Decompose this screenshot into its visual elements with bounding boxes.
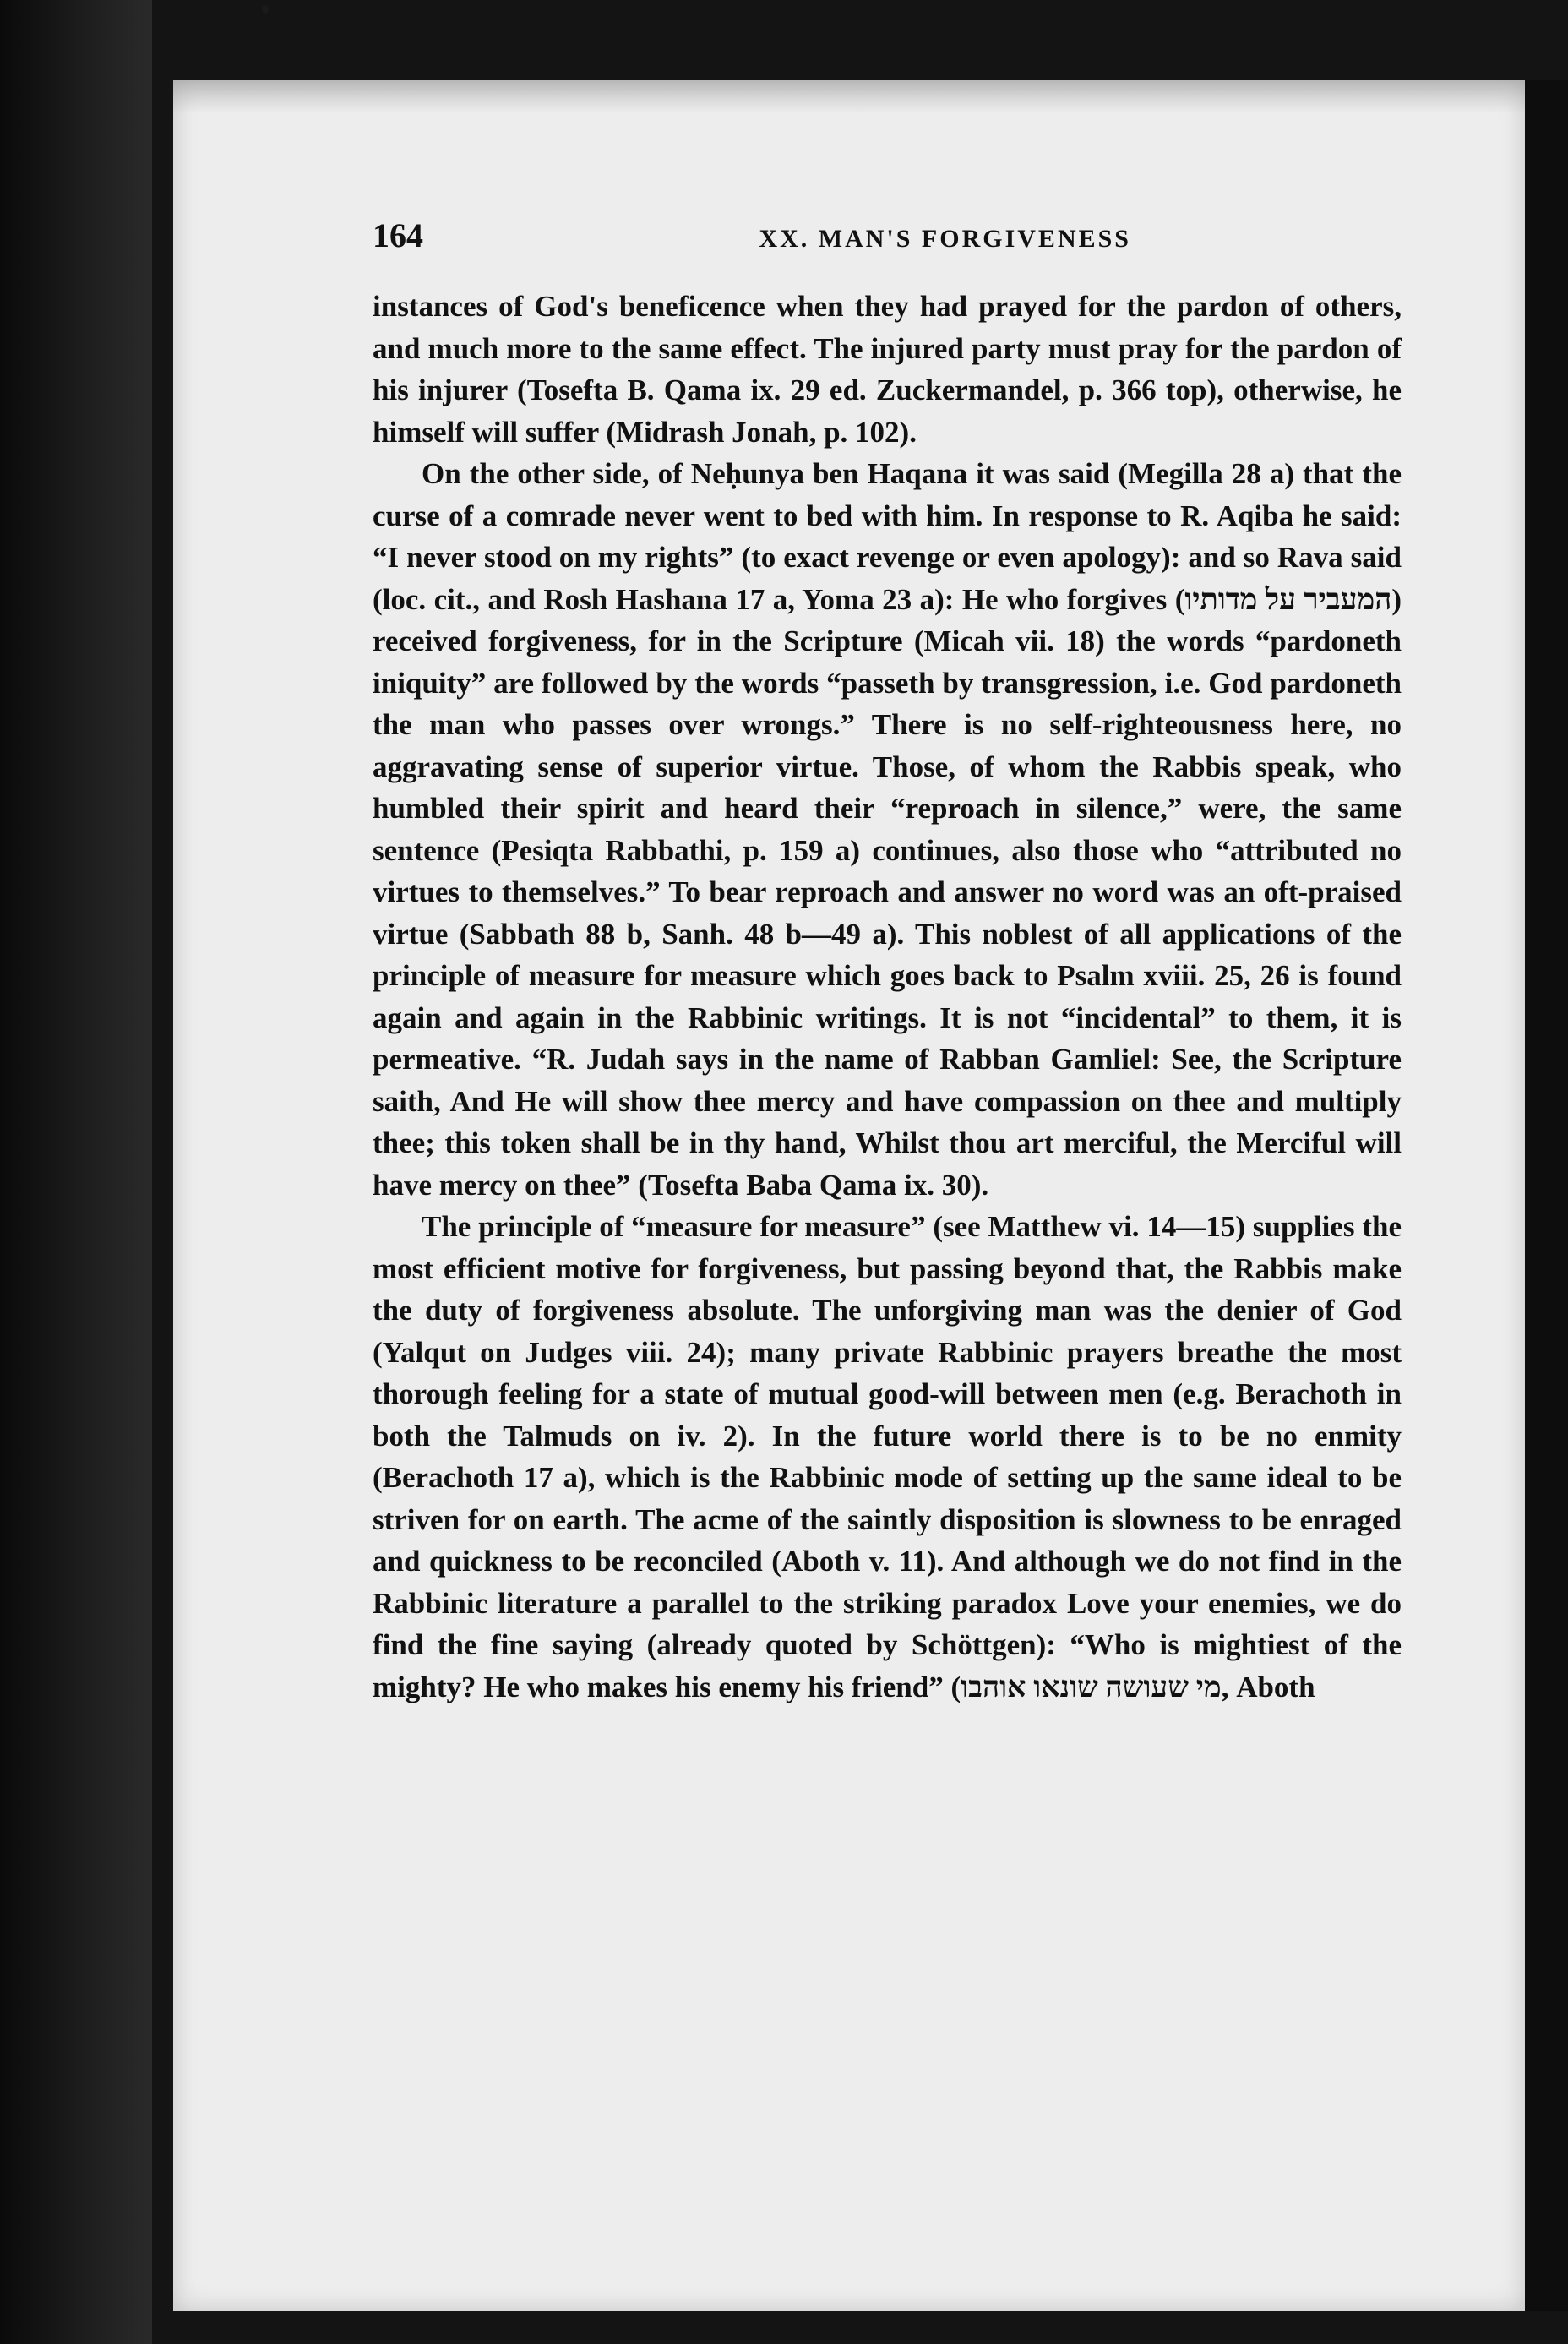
page-text — [373, 215, 1402, 1708]
paragraph-1: instances of God's beneficence when they had prayed for the pardon of others, and much more to the same effect. The injured party must pray for the pardon of his injurer (Tosefta B. Qama ix. 29 ed. Zuckermandel, p. 366 top), otherwise, he himself will suffer (Midrash Jonah, p. 102). — [373, 290, 1402, 449]
scan-left-margin — [0, 0, 152, 2344]
scan-speck — [66, 108, 71, 113]
scan-speck — [262, 5, 269, 14]
scan-right-border — [1525, 80, 1568, 2311]
page-number: 164 — [373, 216, 423, 254]
paragraph-2: On the other side, of Neḥunya ben Haqana it was said (Megilla 28 a) that the curse of a comrade never went to bed with him. In response to R. Aqiba he said: “I never stood on my rights” (to exact revenge or even apology): and so Rava said (loc. cit., and Rosh Hashana 17 a, Yoma 23 a): He who forgives (המעביר על מדותיו) received forgiveness, for in the Scripture (Micah vii. 18) the words “pardoneth iniquity” are followed by the words “passeth by transgression, i.e. God pardoneth the man who passes over wrongs.” There is no self-righteousness here, no aggravating sense of superior virtue. Those, of whom the Rabbis speak, who humbled their spirit and heard their “reproach in silence,” were, the same sentence (Pesiqta Rabbathi, p. 159 a) continues, also those who “attributed no virtues to themselves.” To bear reproach and answer no word was an oft-praised virtue (Sabbath 88 b, Sanh. 48 b—49 a). This noblest of all applications of the principle of measure for measure which goes back to Psalm xviii. 25, 26 is found again and again in the Rabbinic writings. It is not “incidental” to them, it is permeative. “R. Judah says in the name of Rabban Gamliel: See, the Scripture saith, And He will show thee mercy and have compassion on thee and multiply thee; this token shall be in thy hand, Whilst thou art merciful, the Merciful will have mercy on thee” (Tosefta Baba Qama ix. 30). — [373, 457, 1402, 1202]
page-header — [373, 215, 1402, 255]
running-head: XX. MAN'S FORGIVENESS — [759, 225, 1131, 253]
paragraph-3: The principle of “measure for measure” (see Matthew vi. 14—15) supplies the most efficient motive for forgiveness, but passing beyond that, the Rabbis make the duty of forgiveness absolute. The unforgiving man was the denier of God (Yalqut on Judges viii. 24); many private Rabbinic prayers breathe the most thorough feeling for a state of mutual good-will between men (e.g. Berachoth in both the Talmuds on iv. 2). In the future world there is to be no enmity (Berachoth 17 a), which is the Rabbinic mode of setting up the same ideal to be striven for on earth. The acme of the saintly disposition is slowness to be enraged and quickness to be reconciled (Aboth v. 11). And although we do not find in the Rabbinic literature a parallel to the striking paradox Love your enemies, we do find the fine saying (already quoted by Schöttgen): “Who is mightiest of the mighty? He who makes his enemy his friend” (מי שעושה שונאו אוהבו, Aboth — [373, 1210, 1402, 1703]
